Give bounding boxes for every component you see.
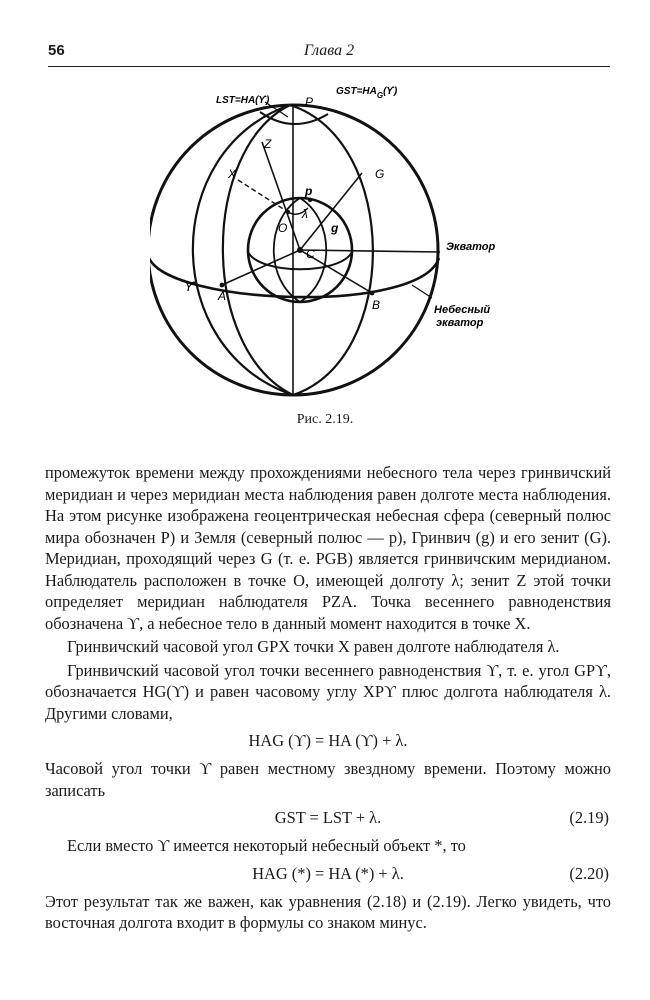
point-b (370, 291, 375, 296)
paragraph-2: Гринвичский часовой угол GPX точки X равен долготе наблюдателя λ. (67, 637, 560, 656)
body-text (45, 462, 611, 934)
label-o: O (278, 221, 288, 235)
point-o (286, 210, 290, 214)
figure-celestial-sphere (150, 80, 510, 400)
label-c: C (306, 247, 315, 261)
point-a (220, 283, 225, 288)
paragraph-3: Гринвичский часовой угол точки весеннего равноденствия ϒ, т. е. угол GPϒ, обозначается HG(ϒ) и равен часовому углу XPϒ плюс долгота наблюдателя λ. Другими словами, (45, 660, 611, 723)
paragraph-6: Этот результат так же важен, как уравнения (2.18) и (2.19). Легко увидеть, что восточная долгота входит в формулы со знаком минус. (45, 891, 611, 932)
label-gst: $GST=HA_G(ϒ)$ (336, 86, 398, 100)
figure-caption: Рис. 2.19. (296, 412, 354, 427)
label-lst: LST=HA(ϒ) (216, 95, 270, 106)
equation-2-20: HAG (*) = HA (*) + λ. (2.20) (252, 863, 609, 883)
label-z: Z (264, 137, 272, 151)
paragraph-1: промежуток времени между прохождениями небесного тела через гринвичский меридиан и через меридиан места наблюдения равен долготе места наблюдения. На этом рисунке изображена геоцентрическая небесная сфера (северный полюс мира обозначен P) и Земля (северный полюс — p), Гринвич (g) и его зенит (G). Меридиан, проходящий через G (т. е. PGB) является гринвичским меридианом. Наблюдатель расположен в точке O, имеющей долготу λ; зенит Z этой точки определяет меридиан наблюдателя PZA. Точка весеннего равноденствия обозначена ϒ, а небесное тело в данный момент находится в точке X. (45, 463, 611, 633)
label-aries: ϒ (184, 278, 195, 294)
chapter-title: Глава 2 (303, 42, 355, 59)
label-b: B (372, 298, 381, 312)
meridian-px (223, 105, 293, 395)
paragraph-4: Часовой угол точки ϒ равен местному звездному времени. Поэтому можно записать (45, 759, 611, 800)
label-a: A (218, 289, 227, 303)
label-g-upper: G (375, 167, 385, 181)
point-p (308, 198, 312, 202)
label-x: X (228, 167, 237, 181)
label-p-upper: P (305, 95, 314, 109)
equation-number-2-19: (2.19) (569, 808, 609, 827)
equation-number-2-20: (2.20) (569, 863, 609, 883)
label-p-lower: p (305, 184, 313, 198)
equation-1: HAG (ϒ) = HA (ϒ) + λ. (248, 731, 408, 750)
label-celestial-equator-2: экватор (436, 317, 484, 329)
meridian-pza (193, 105, 293, 395)
label-equator: Экватор (446, 241, 496, 253)
label-g-lower: g (331, 221, 339, 235)
label-lambda: λ (302, 207, 308, 221)
page-header (48, 40, 610, 67)
celestial-equator-leader (412, 285, 432, 298)
page-number: 56 (48, 42, 65, 59)
celestial-sphere-diagram (150, 80, 510, 400)
label-celestial-equator-1: Небесный (434, 304, 491, 316)
line-to-a (222, 250, 300, 285)
equation-2-19: GST = LST + λ. (2.19) (274, 808, 609, 827)
equator-plane-line (300, 250, 440, 252)
point-c (297, 247, 303, 253)
paragraph-5: Если вместо ϒ имеется некоторый небесный объект *, то (67, 836, 466, 855)
